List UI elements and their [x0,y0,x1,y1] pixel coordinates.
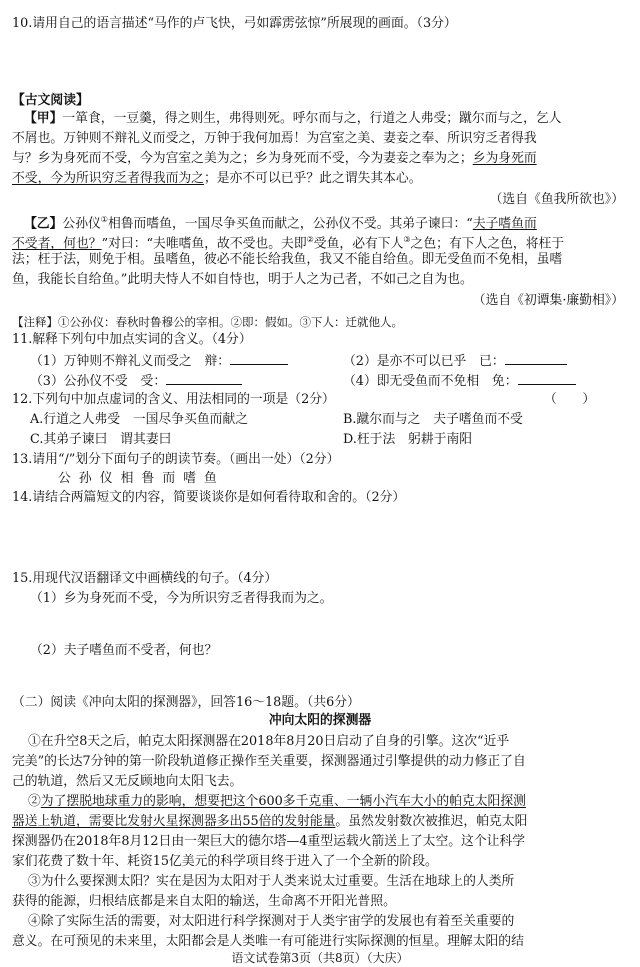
passage-yi-text-2d: 之色；有下人之色，将枉于 [410,236,565,252]
question-12-stem: 12.下列句中加点虚词的含义、用法相同的一项是（2分） [12,392,335,407]
passage-jia-source: （选自《鱼我所欲也》） [489,192,624,207]
article-p1-line-1: ①在升空8天之后，帕克太阳探测器在2018年8月20日启动了自身的引擎。这次“近乎 [28,734,510,749]
passage-yi-line-1 [24,212,537,232]
passage-yi-line-2 [12,232,564,252]
article-p2-underlined-1: 为了摆脱地球重力的影响，想要把这个600多千克重、一辆小汽车大小的帕克太阳探测 [40,794,526,809]
footnote-mark-1: ① [100,215,108,224]
question-12-option-c[interactable]: C.其弟子谏曰 谓其妻曰 [30,432,172,447]
question-12-option-a[interactable]: A.行道之人弗受 一国尽争买鱼而献之 [30,412,249,427]
footnote-mark-3: ③ [403,235,411,244]
passage-yi-text-1b: 相鲁而嗜鱼，一国尽争买鱼而献之，公孙仪不受。其弟子谏曰：“ [107,216,473,232]
article-title: 冲向太阳的探测器 [268,713,372,728]
passage-jia-tag: 【甲】 [24,111,63,126]
passage-jia-text-3a: 与？乡为身死而不受，今为宫室之美为之；乡为身死而不受，今为妻妾之奉为之； [12,151,473,166]
question-11-b [343,352,567,370]
article-p4-line-1: ④除了实际生活的需要，对太阳进行科学探测对于人类宇宙学的发展也有着至关重要的 [28,914,515,929]
footnote-mark-2: ② [306,235,314,244]
passage-jia-line-2: 不屑也。万钟则不辩礼义而受之，万钟于我何加焉！为宫室之美、妻妾之奉、所识穷乏者得我 [12,131,537,146]
question-11-a [30,352,288,370]
annotation-note: 【注释】①公孙仪：春秋时鲁穆公的宰相。②即：假如。③下人：迁就他人。 [12,315,403,329]
question-14: 14.请结合两篇短文的内容，简要谈谈你是如何看待取和舍的。（2分） [12,490,406,505]
part2-heading: （二）阅读《冲向太阳的探测器》，回答16～18题。（共6分） [12,695,360,710]
passage-jia-text-4b: ；是亦不可以已乎？此之谓失其本心。 [203,171,422,186]
question-12-option-d[interactable]: D.枉于法 躬耕于南阳 [343,432,473,447]
question-11-b-text: （2）是亦不可以已乎 已： [343,354,505,369]
passage-jia-line-1 [24,111,561,127]
article-p2-line-3: 探测器仍在2018年8月12日由一架巨大的德尔塔—4重型运载火箭送上了太空。这个让科学 [12,834,526,849]
answer-blank-11-1[interactable] [230,352,288,365]
article-p4-line-2: 意义。在可预见的未来里，太阳都会是人类唯一有可能进行实际探测的恒星。理解太阳的结 [12,934,524,949]
article-p2-line-1 [28,794,526,810]
passage-yi-text-2c: 受鱼，必有下人 [313,236,404,252]
passage-yi-text-2b: ”对曰：“夫唯嗜鱼，故不受也。夫即 [101,236,307,252]
article-p2-line-2 [12,814,527,830]
question-11-a-text: （1）万钟则不辩礼义而受之 辩： [30,354,231,369]
passage-jia-text-1: 一箪食，一豆羹，得之则生，弗得则死。呼尔而与之，行道之人弗受；蹴尔而与之，乞人 [62,111,562,126]
question-11-d-text: （4）即无受鱼而不免相 免： [343,374,518,389]
answer-blank-11-3[interactable] [166,372,242,385]
article-p3-line-1: ③为什么要探测太阳？实在是因为太阳对于人类来说太过重要。生活在地球上的人类所 [28,874,515,889]
passage-jia-line-3 [12,151,537,167]
question-11-c [30,372,242,390]
question-11-d [343,372,576,390]
article-p2-underlined-2: 器送上轨道，需要比发射火星探测器多出55倍的发射能量 [12,814,336,829]
question-10: 10.请用自己的语言描述“马作的卢飞快，弓如霹雳弦惊”所展现的画面。（3分） [12,16,457,31]
article-p2-marker: ② [28,794,41,809]
article-p1-line-3: 己的轨道，然后又无反顾地向太阳飞去。 [12,774,243,789]
passage-jia-line-4 [12,171,422,187]
section-classical-reading: 【古文阅读】 [12,93,89,108]
article-p3-line-2: 获得的能源，归根结底都是来自太阳的输送，生命离不开阳光普照。 [12,894,396,909]
question-12-answer-paren[interactable]: （ ） [544,392,596,407]
passage-jia-underlined-4: 不受，今为所识穷乏者得我而为之 [12,171,204,186]
question-15-a: （1）乡为身死而不受，今为所识穷乏者得我而为之。 [30,591,333,606]
passage-yi-source: （选自《初谭集·廉勤相》） [472,293,624,308]
answer-blank-11-2[interactable] [505,352,567,365]
article-p2-text-2b: 。虽然发射数次被推迟，帕克太阳 [335,814,528,829]
passage-yi-line-4: 鱼，我能长自给鱼。”此明夫恃人不如自恃也，明于人之为己者，不如己之自为也。 [12,272,473,287]
passage-jia-underlined-3: 乡为身死而 [472,151,537,166]
passage-yi-text-1a: 公孙仪 [62,216,101,232]
question-15-b: （2）夫子嗜鱼而不受者，何也？ [30,643,218,658]
article-p2-line-4: 家们花费了数十年、耗资15亿美元的科学项目终于进入了一个全新的阶段。 [12,854,438,869]
question-11-c-text: （3）公孙仪不受 受： [30,374,167,389]
passage-yi-tag: 【乙】 [24,216,63,232]
question-15-stem: 15.用现代汉语翻译文中画横线的句子。（4分） [12,571,278,586]
question-13-stem: 13.请用“/”划分下面句子的朗读节奏。（画出一处）（2分） [12,452,340,467]
question-12-option-b[interactable]: B.蹴尔而与之 夫子嗜鱼而不受 [343,412,523,427]
passage-yi-underlined-2: 不受者，何也？ [12,236,102,252]
passage-yi-underlined-1: 夫子嗜鱼而 [472,216,537,232]
page-footer: 语文试卷第3页（共8页）（大庆） [231,951,409,965]
answer-blank-11-4[interactable] [518,372,576,385]
passage-yi-line-3: 法；枉于法，则免于相。虽嗜鱼，彼必不能长给我鱼，我又不能自给鱼。即无受鱼而不免相，虽嗜 [12,252,563,267]
question-13-sentence[interactable]: 公 孙 仪 相 鲁 而 嗜 鱼 [58,471,219,486]
question-11-stem: 11.解释下列句中加点实词的含义。（4分） [12,332,252,347]
article-p1-line-2: 完美”的长达7分钟的第一阶段轨道修正操作至关重要，探测器通过引擎提供的动力修正了自 [12,754,526,769]
